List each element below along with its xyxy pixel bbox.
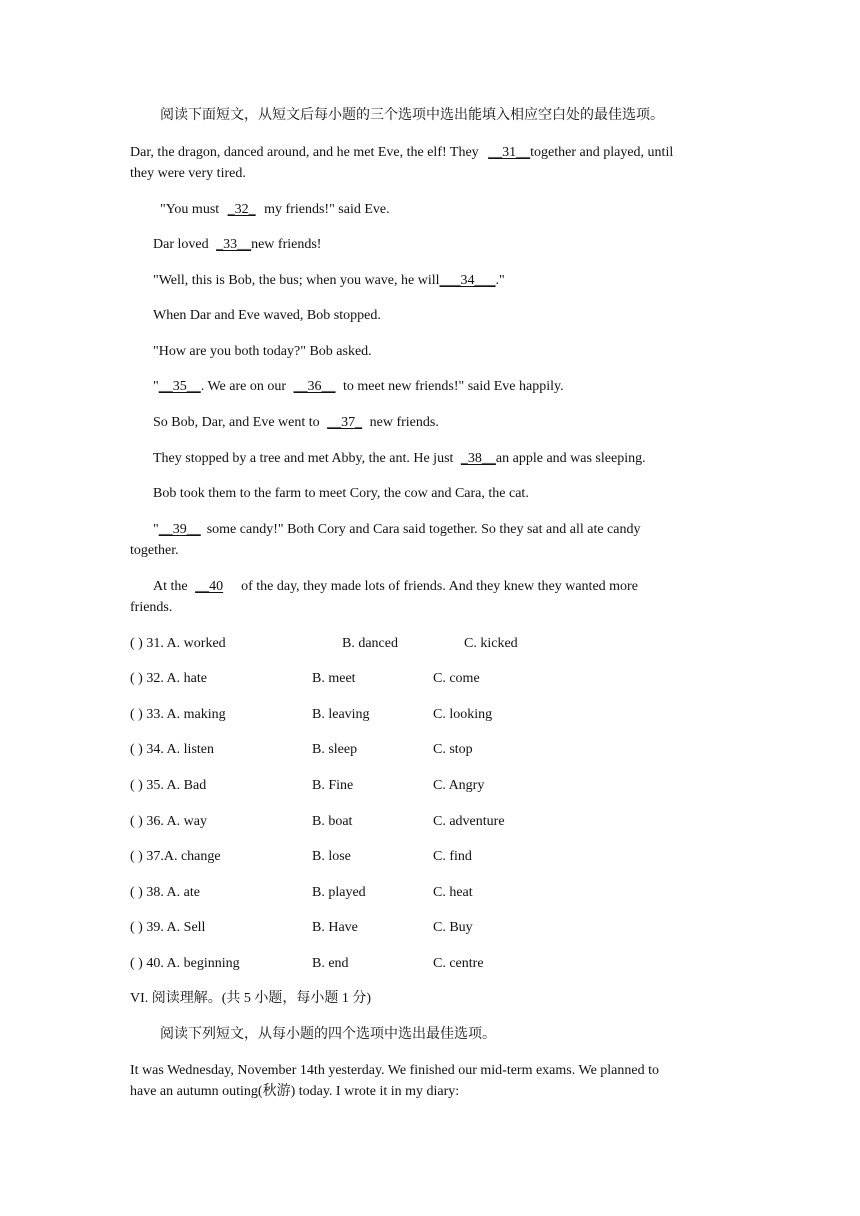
option-b: B. sleep: [312, 742, 358, 757]
passage-text: At the: [153, 579, 188, 594]
passage-paragraph-9: [153, 449, 646, 469]
option-b: B. meet: [312, 671, 356, 686]
answer-paren[interactable]: ( ): [130, 671, 143, 686]
passage-paragraph-11-cont: together.: [130, 543, 179, 558]
reading-instruction: 阅读下列短文，从每小题的四个选项中选出最佳选项。: [160, 1027, 496, 1042]
passage-paragraph-1: [130, 143, 673, 163]
answer-paren[interactable]: ( ): [130, 920, 143, 935]
blank-32: _32_: [227, 202, 256, 217]
passage-text: "Well, this is Bob, the bus; when you wave, he will: [153, 273, 440, 288]
passage-text: ": [153, 379, 159, 394]
passage-text: So Bob, Dar, and Eve went to: [153, 415, 320, 430]
passage-text: to meet new friends!" said Eve happily.: [343, 379, 564, 394]
question-38: [130, 883, 200, 903]
question-stem: 36. A. way: [146, 814, 207, 829]
answer-paren[interactable]: ( ): [130, 956, 143, 971]
blank-38: _38__: [460, 451, 496, 466]
question-stem: 31. A. worked: [146, 636, 226, 651]
option-b: B. danced: [342, 636, 398, 651]
option-c: C. Angry: [433, 778, 485, 793]
section-6-heading: VI. 阅读理解。(共 5 小题，每小题 1 分): [130, 991, 372, 1006]
question-37: [130, 847, 221, 867]
blank-39: __39__: [158, 522, 201, 537]
answer-paren[interactable]: ( ): [130, 778, 143, 793]
answer-paren[interactable]: ( ): [130, 636, 143, 651]
question-stem: 32. A. hate: [146, 671, 207, 686]
passage-text: "You must: [160, 202, 220, 217]
blank-35: __35__: [158, 379, 201, 394]
passage-paragraph-11: [153, 520, 641, 540]
passage-paragraph-6: "How are you both today?" Bob asked.: [153, 344, 372, 359]
question-stem: 40. A. beginning: [146, 956, 240, 971]
blank-34: ___34___: [439, 273, 496, 288]
option-b: B. lose: [312, 849, 351, 864]
passage-paragraph-12: [153, 577, 638, 597]
passage-text: together and played, until: [530, 145, 674, 160]
question-32: [130, 669, 207, 689]
question-stem: 33. A. making: [146, 707, 226, 722]
option-b: B. leaving: [312, 707, 370, 722]
question-stem: 38. A. ate: [146, 885, 200, 900]
passage-paragraph-1-cont: they were very tired.: [130, 166, 246, 181]
option-c: C. kicked: [464, 636, 518, 651]
option-c: C. Buy: [433, 920, 473, 935]
blank-33: _33__: [216, 237, 252, 252]
option-b: B. end: [312, 956, 349, 971]
answer-paren[interactable]: ( ): [130, 814, 143, 829]
passage-paragraph-2: [160, 200, 390, 220]
passage-text: Dar, the dragon, danced around, and he met Eve, the elf! They: [130, 145, 479, 160]
passage-text: new friends!: [251, 237, 322, 252]
option-b: B. Have: [312, 920, 358, 935]
answer-paren[interactable]: ( ): [130, 849, 143, 864]
question-35: [130, 776, 206, 796]
option-c: C. centre: [433, 956, 484, 971]
passage-paragraph-10: Bob took them to the farm to meet Cory, the cow and Cara, the cat.: [153, 486, 529, 501]
question-stem: 34. A. listen: [146, 742, 214, 757]
passage-paragraph-3: [153, 235, 321, 255]
option-c: C. find: [433, 849, 472, 864]
passage-text: of the day, they made lots of friends. And they knew they wanted more: [241, 579, 638, 594]
option-c: C. looking: [433, 707, 493, 722]
passage-text: Dar loved: [153, 237, 209, 252]
option-c: C. heat: [433, 885, 473, 900]
option-c: C. come: [433, 671, 480, 686]
answer-paren[interactable]: ( ): [130, 742, 143, 757]
passage-text: They stopped by a tree and met Abby, the ant. He just: [153, 451, 454, 466]
question-34: [130, 740, 214, 760]
passage-paragraph-5: When Dar and Eve waved, Bob stopped.: [153, 308, 381, 323]
question-31: [130, 634, 226, 654]
passage-text: ": [153, 522, 159, 537]
passage-paragraph-7: [153, 377, 564, 397]
answer-paren[interactable]: ( ): [130, 885, 143, 900]
reading-passage-line-2: have an autumn outing(秋游) today. I wrote it in my diary:: [130, 1084, 460, 1099]
passage-text: .": [495, 273, 505, 288]
option-b: B. played: [312, 885, 366, 900]
blank-36: __36__: [293, 379, 336, 394]
answer-paren[interactable]: ( ): [130, 707, 143, 722]
question-39: [130, 918, 205, 938]
reading-passage-line-1: It was Wednesday, November 14th yesterday. We finished our mid-term exams. We planned to: [130, 1063, 659, 1078]
passage-text: my friends!" said Eve.: [264, 202, 390, 217]
passage-text: new friends.: [369, 415, 439, 430]
question-stem: 37.A. change: [146, 849, 221, 864]
option-b: B. boat: [312, 814, 353, 829]
passage-text: an apple and was sleeping.: [495, 451, 646, 466]
blank-37: __37_: [327, 415, 363, 430]
blank-40: __40: [195, 579, 224, 594]
passage-text: . We are on our: [200, 379, 287, 394]
passage-paragraph-4: [153, 271, 505, 291]
question-36: [130, 812, 207, 832]
option-c: C. stop: [433, 742, 473, 757]
cloze-instruction: 阅读下面短文，从短文后每小题的三个选项中选出能填入相应空白处的最佳选项。: [160, 108, 664, 123]
passage-paragraph-12-cont: friends.: [130, 600, 173, 615]
option-b: B. Fine: [312, 778, 354, 793]
question-stem: 39. A. Sell: [146, 920, 206, 935]
passage-paragraph-8: [153, 413, 439, 433]
question-stem: 35. A. Bad: [146, 778, 207, 793]
question-33: [130, 705, 226, 725]
blank-31: __31__: [488, 145, 531, 160]
option-c: C. adventure: [433, 814, 505, 829]
question-40: [130, 954, 240, 974]
passage-text: some candy!" Both Cory and Cara said together. So they sat and all ate candy: [206, 522, 641, 537]
